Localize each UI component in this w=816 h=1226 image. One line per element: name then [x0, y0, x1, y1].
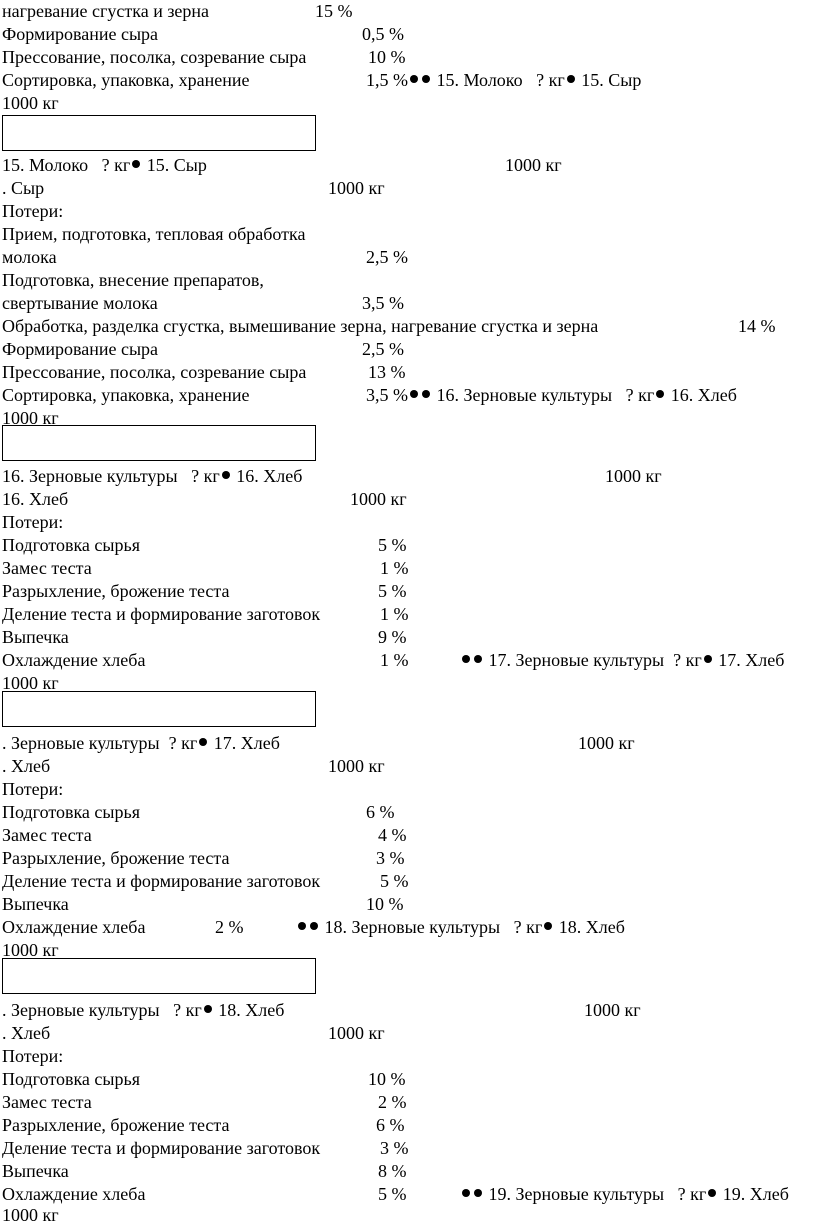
product-mass: 1000 кг: [328, 756, 385, 776]
loss-label: Подготовка сырья: [2, 535, 140, 555]
loss-value: 2 %: [215, 917, 244, 937]
output-mass: 1000 кг: [2, 93, 59, 113]
flow-input: 19. Зерновые культуры ? кг: [488, 1184, 707, 1204]
flow-output: 18. Хлеб: [558, 917, 625, 937]
loss-value: 9 %: [378, 627, 407, 647]
flow-header: [2, 999, 284, 1021]
flow-input: 17. Зерновые культуры ? кг: [488, 650, 702, 670]
loss-label: Подготовка сырья: [2, 1069, 140, 1089]
loss-value: 5 %: [378, 1184, 407, 1204]
bullet-icon: [462, 655, 470, 663]
loss-value: 5 %: [378, 535, 407, 555]
loss-label: свертывание молока: [2, 293, 158, 313]
loss-label: Замес теста: [2, 1092, 92, 1112]
loss-label: Охлаждение хлеба: [2, 650, 146, 670]
flow-line: [366, 384, 737, 406]
loss-label: Разрыхление, брожение теста: [2, 848, 230, 868]
flow-output: 17. Хлеб: [213, 733, 280, 753]
loss-value: 4 %: [378, 825, 407, 845]
loss-value: 2,5 %: [362, 339, 404, 359]
bullet-icon: [704, 655, 712, 663]
product-mass: 1000 кг: [328, 1023, 385, 1043]
product-name: . Сыр: [2, 178, 45, 198]
loss-value: 1,5 %: [366, 70, 408, 90]
flow-output: 16. Хлеб: [236, 466, 303, 486]
loss-value: 6 %: [366, 802, 395, 822]
loss-value: 6 %: [376, 1115, 405, 1135]
loss-value: 2,5 %: [366, 247, 408, 267]
flow-output: 15. Сыр: [146, 155, 207, 175]
product-mass: 1000 кг: [328, 178, 385, 198]
loss-value: 2 %: [378, 1092, 407, 1112]
loss-label: Замес теста: [2, 825, 92, 845]
loss-label: Разрыхление, брожение теста: [2, 581, 230, 601]
loss-label: Замес теста: [2, 558, 92, 578]
loss-label: Сортировка, упаковка, хранение: [2, 385, 250, 405]
output-mass: 1000 кг: [2, 940, 59, 960]
product-name: . Хлеб: [2, 1023, 51, 1043]
bullet-icon: [410, 75, 418, 83]
loss-label: Сортировка, упаковка, хранение: [2, 70, 250, 90]
loss-value: 15 %: [315, 1, 353, 21]
loss-value: 10 %: [366, 894, 404, 914]
flow-input: 15. Молоко ? кг: [436, 70, 565, 90]
loss-label: Разрыхление, брожение теста: [2, 1115, 230, 1135]
loss-label: Охлаждение хлеба: [2, 917, 146, 937]
loss-label: Деление теста и формирование заготовок: [2, 871, 321, 891]
loss-value: 10 %: [368, 1069, 406, 1089]
flow-header: [2, 465, 302, 487]
bullet-icon: [298, 922, 306, 930]
loss-value: 0,5 %: [362, 24, 404, 44]
loss-label: Деление теста и формирование заготовок: [2, 604, 321, 624]
loss-value: 5 %: [380, 871, 409, 891]
loss-label: Прессование, посолка, созревание сыра: [2, 362, 307, 382]
flow-header: [2, 732, 280, 754]
output-mass: 1000 кг: [605, 466, 662, 486]
bullet-icon: [204, 1005, 212, 1013]
bullet-icon: [474, 1189, 482, 1197]
flow-output: 17. Хлеб: [718, 650, 785, 670]
loss-value: 8 %: [378, 1161, 407, 1181]
answer-box[interactable]: [2, 115, 316, 151]
loss-label: Охлаждение хлеба: [2, 1184, 146, 1204]
answer-box[interactable]: [2, 425, 316, 461]
loss-label: Обработка, разделка сгустка, вымешивание зерна, нагревание сгустка и зерна: [2, 316, 599, 336]
bullet-icon: [310, 922, 318, 930]
flow-input: 15. Молоко ? кг: [2, 155, 131, 175]
flow-input: 16. Зерновые культуры ? кг: [436, 385, 655, 405]
bullet-icon: [708, 1189, 716, 1197]
bullet-icon: [462, 1189, 470, 1197]
loss-label: Подготовка, внесение препаратов,: [2, 270, 264, 290]
loss-value: 5 %: [378, 581, 407, 601]
bullet-icon: [422, 390, 430, 398]
flow-input: . Зерновые культуры ? кг: [2, 1000, 202, 1020]
output-mass: 1000 кг: [2, 673, 59, 693]
loss-label: Формирование сыра: [2, 24, 159, 44]
losses-heading: Потери:: [2, 779, 64, 799]
answer-box[interactable]: [2, 958, 316, 994]
loss-value: 1 %: [380, 558, 409, 578]
output-mass: 1000 кг: [2, 408, 59, 428]
output-mass: 1000 кг: [505, 155, 562, 175]
loss-value: 3,5 %: [362, 293, 404, 313]
bullet-icon: [132, 160, 140, 168]
losses-heading: Потери:: [2, 512, 64, 532]
bullet-icon: [422, 75, 430, 83]
loss-label: Выпечка: [2, 627, 69, 647]
flow-line: [460, 1183, 789, 1205]
product-mass: 1000 кг: [350, 489, 407, 509]
flow-input: . Зерновые культуры ? кг: [2, 733, 198, 753]
loss-value: 13 %: [368, 362, 406, 382]
loss-label: нагревание сгустка и зерна: [2, 1, 210, 21]
loss-value: 3,5 %: [366, 385, 408, 405]
flow-line: [460, 649, 784, 671]
loss-label: Подготовка сырья: [2, 802, 140, 822]
flow-line: [366, 69, 641, 91]
product-name: . Хлеб: [2, 756, 51, 776]
bullet-icon: [410, 390, 418, 398]
flow-input: 16. Зерновые культуры ? кг: [2, 466, 220, 486]
flow-output: 18. Хлеб: [218, 1000, 285, 1020]
output-mass: 1000 кг: [578, 733, 635, 753]
losses-heading: Потери:: [2, 201, 64, 221]
loss-value: 3 %: [376, 848, 405, 868]
flow-output: 19. Хлеб: [722, 1184, 789, 1204]
loss-value: 10 %: [368, 47, 406, 67]
bullet-icon: [656, 390, 664, 398]
loss-value: 1 %: [380, 650, 409, 670]
losses-heading: Потери:: [2, 1046, 64, 1066]
flow-line: [296, 916, 625, 938]
bullet-icon: [544, 922, 552, 930]
output-mass: 1000 кг: [584, 1000, 641, 1020]
flow-header: [2, 154, 207, 176]
loss-value: 14 %: [738, 316, 776, 336]
loss-label: Формирование сыра: [2, 339, 159, 359]
bullet-icon: [199, 738, 207, 746]
product-name: 16. Хлеб: [2, 489, 69, 509]
output-mass: 1000 кг: [2, 1205, 59, 1225]
loss-value: 3 %: [380, 1138, 409, 1158]
loss-label: молока: [2, 247, 57, 267]
loss-value: 1 %: [380, 604, 409, 624]
loss-label: Прессование, посолка, созревание сыра: [2, 47, 307, 67]
loss-label: Прием, подготовка, тепловая обработка: [2, 224, 306, 244]
loss-label: Выпечка: [2, 1161, 69, 1181]
loss-label: Деление теста и формирование заготовок: [2, 1138, 321, 1158]
bullet-icon: [567, 75, 575, 83]
flow-output: 16. Хлеб: [670, 385, 737, 405]
answer-box[interactable]: [2, 691, 316, 727]
bullet-icon: [222, 471, 230, 479]
flow-input: 18. Зерновые культуры ? кг: [324, 917, 543, 937]
flow-output: 15. Сыр: [581, 70, 642, 90]
loss-label: Выпечка: [2, 894, 69, 914]
bullet-icon: [474, 655, 482, 663]
